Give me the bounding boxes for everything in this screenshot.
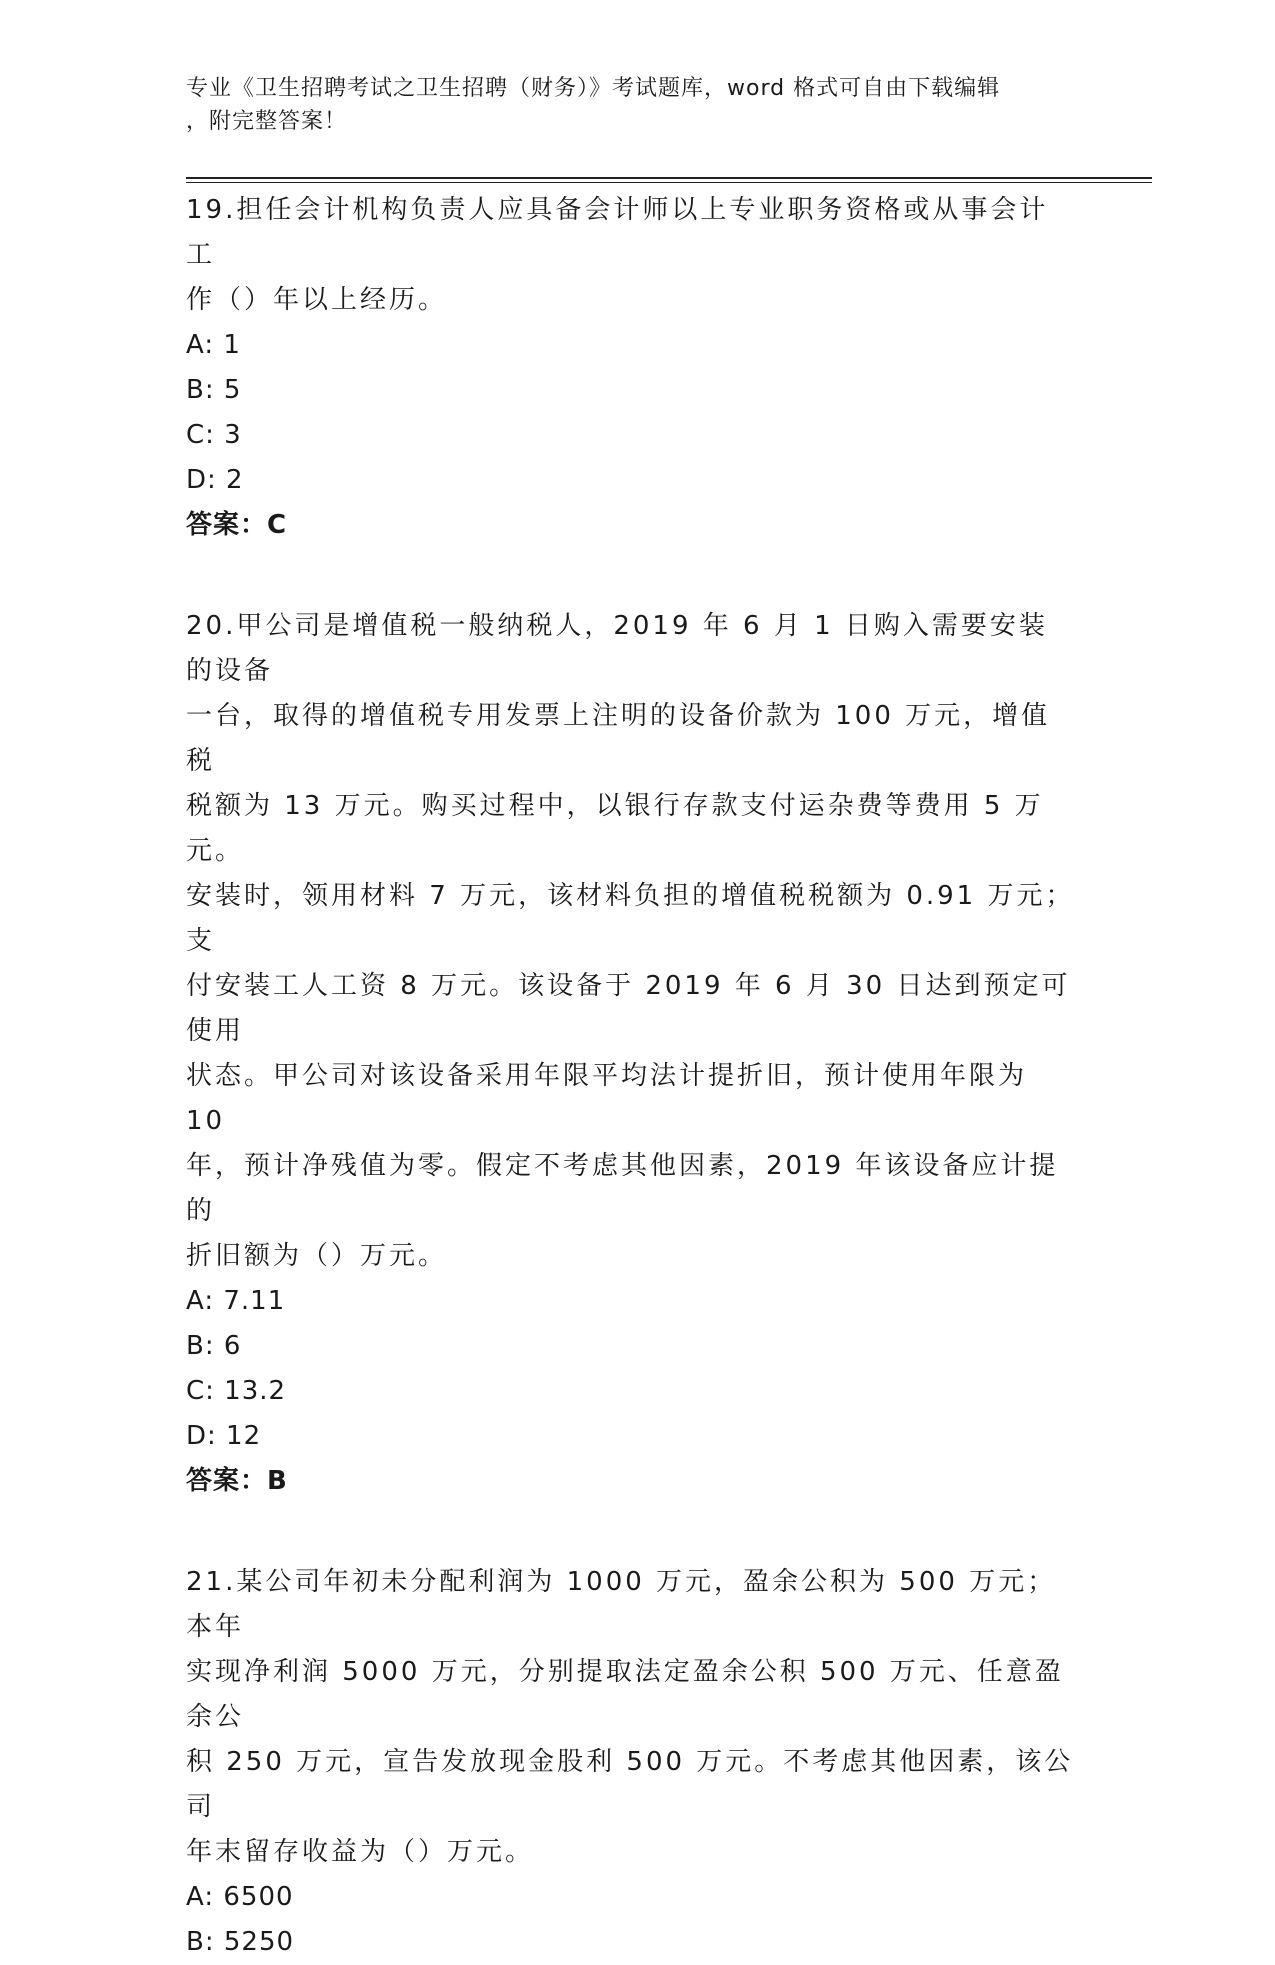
option-a: A: 6500	[186, 1882, 294, 1912]
option-c: C: 13.2	[186, 1376, 287, 1406]
question-text: 21.某公司年初未分配利润为 1000 万元，盈余公积为 500 万元；本年 实现净利润 5000 万元，分别提取法定盈余公积 500 万元、任意盈余公 积 250 万元，宣告发放现金股利 500 万元。不考虑其他因素，该公司 年末留存收益为（）万元。	[186, 1567, 1074, 1867]
answer: 答案：B	[186, 1466, 288, 1496]
option-d: D: 12	[186, 1421, 262, 1451]
question-list	[186, 188, 1076, 1965]
option-a: A: 1	[186, 330, 241, 360]
option-c: C: 3	[186, 420, 242, 450]
header-rule-thick	[186, 177, 1152, 179]
option-a: A: 7.11	[186, 1286, 286, 1316]
header-line-1: 专业《卫生招聘考试之卫生招聘（财务）》考试题库，word 格式可自由下载编辑	[186, 76, 1001, 101]
question-19	[186, 188, 1076, 548]
answer: 答案：C	[186, 510, 288, 540]
question-21	[186, 1560, 1076, 1965]
question-20	[186, 604, 1076, 1504]
header-rule-thin	[186, 182, 1152, 183]
page-header	[186, 72, 1076, 138]
header-line-2: ，附完整答案！	[186, 109, 348, 134]
option-b: B: 6	[186, 1331, 242, 1361]
option-b: B: 5250	[186, 1927, 295, 1957]
option-d: D: 2	[186, 465, 244, 495]
option-b: B: 5	[186, 375, 242, 405]
question-text: 19.担任会计机构负责人应具备会计师以上专业职务资格或从事会计工 作（）年以上经历。	[186, 195, 1049, 315]
question-text: 20.甲公司是增值税一般纳税人，2019 年 6 月 1 日购入需要安装的设备 一台，取得的增值税专用发票上注明的设备价款为 100 万元，增值税 税额为 13 万元。购买过程中，以银行存款支付运杂费等费用 5 万元。 安装时，领用材料 7 万元，该材料负担的增值税税额为 0.91 万元；支 付安装工人工资 8 万元。该设备于 2019 年 6 月 30 日达到预定可使用 状态。甲公司对该设备采用年限平均法计提折旧，预计使用年限为 10 年，预计净残值为零。假定不考虑其他因素，2019 年该设备应计提的 折旧额为（）万元。	[186, 611, 1075, 1271]
